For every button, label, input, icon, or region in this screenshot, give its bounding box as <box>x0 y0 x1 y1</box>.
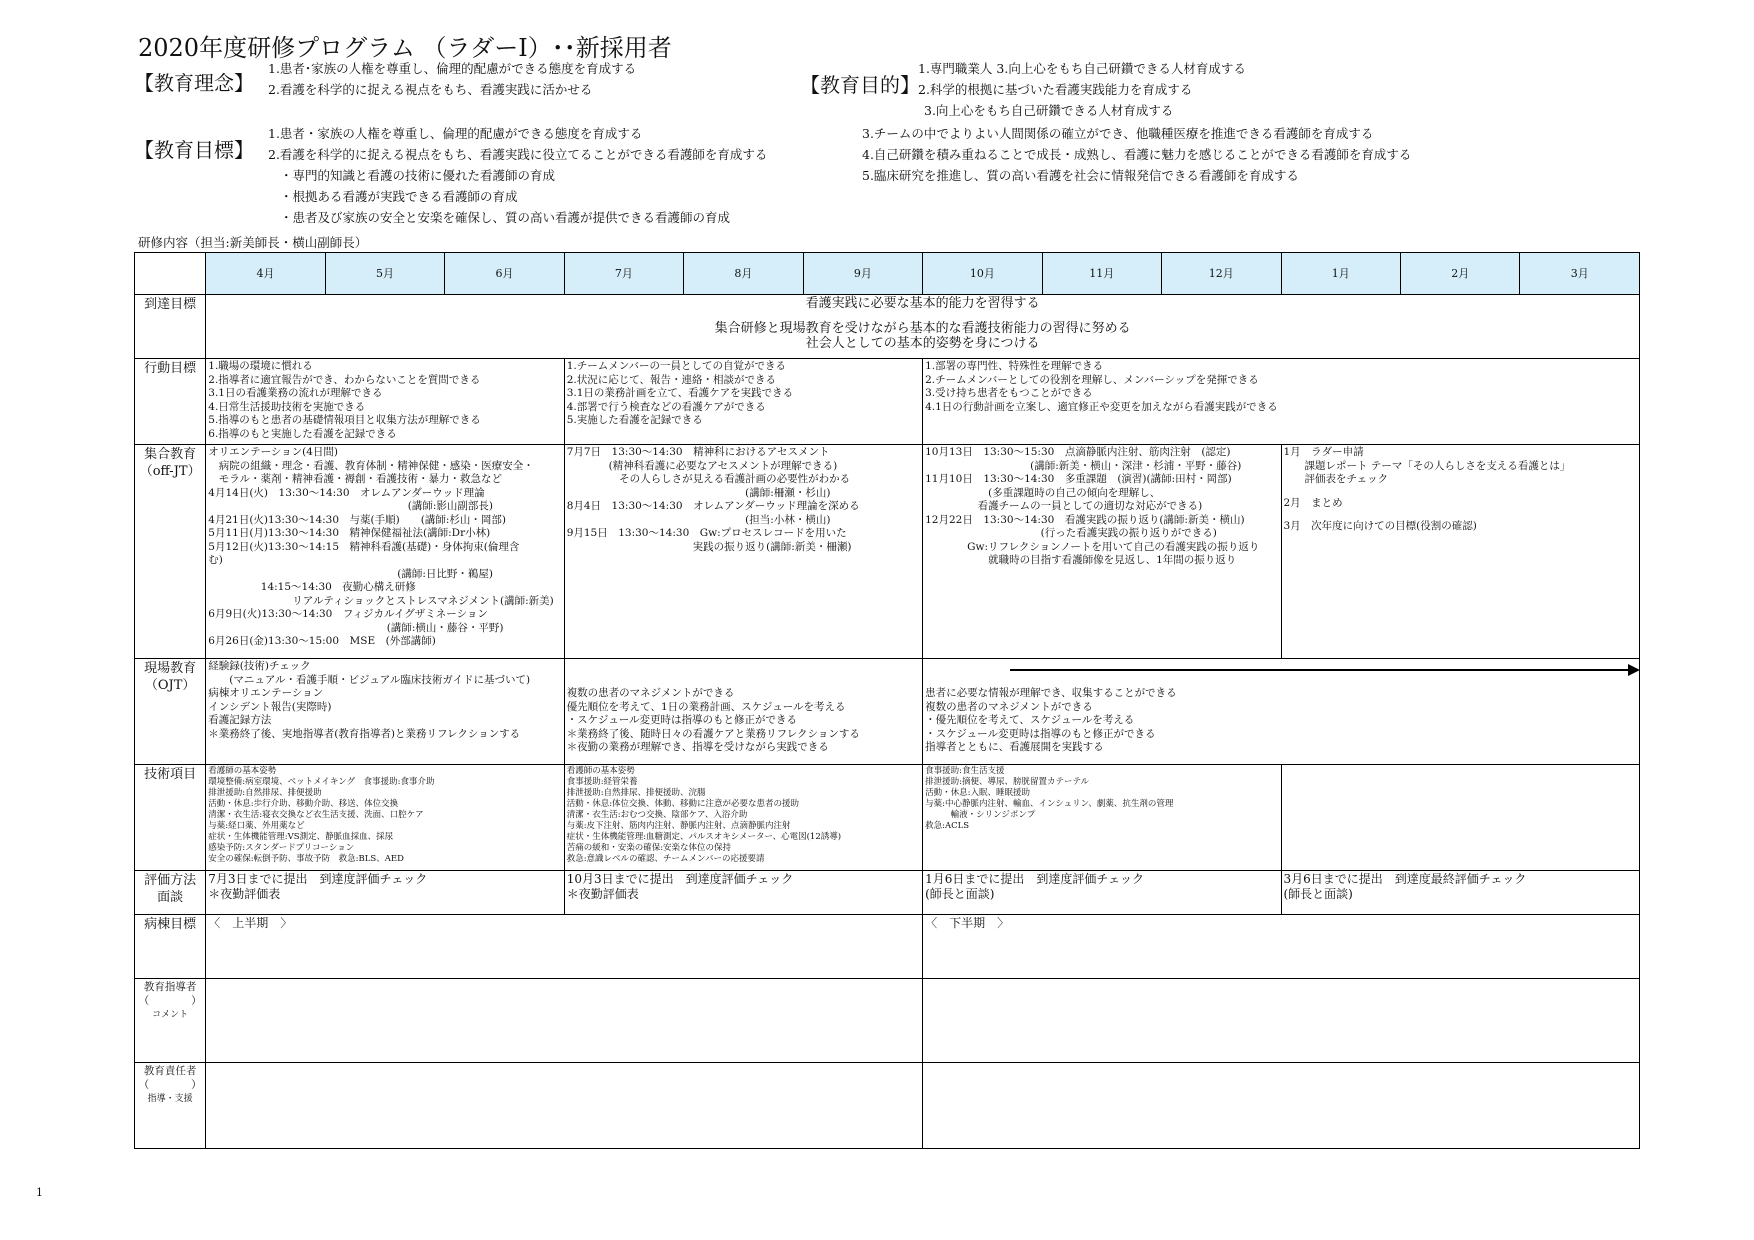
offjt-item: (講師:柵瀬・杉山) <box>566 486 831 499</box>
manager-paren: （ ） <box>138 1079 202 1091</box>
behavior-item: 3.1日の業務計画を立て、看護ケアを実践できる <box>566 387 794 399</box>
purpose-line: 3.向上心をもち自己研鑽できる人材育成する <box>924 103 1174 118</box>
ward-row <box>135 915 1640 979</box>
offjt-q3 <box>923 445 1281 659</box>
goals-left-lines <box>268 123 767 228</box>
skills-item: 食事援助:経管栄養 <box>566 777 638 787</box>
month-cell: 5月 <box>325 253 444 295</box>
offjt-item: 6月9日(火)13:30～14:30 フィジカルイグザミネーション <box>208 608 488 620</box>
ojt-item: 病棟オリエンテーション <box>208 687 324 699</box>
offjt-item: その人らしさが見える看護計画の必要性がわかる <box>566 473 851 485</box>
goal-line: 3.チームの中でよりよい人間関係の確立ができ、他職種医療を推進できる看護師を育成する <box>862 126 1374 141</box>
ward-first-half: 〈 上半期 〉 <box>206 915 923 979</box>
ojt-row <box>135 659 1640 765</box>
offjt-q2 <box>564 445 922 659</box>
behavior-item: 5.実施した看護を記録できる <box>566 414 703 426</box>
skills-item: 排泄援助:自然排尿、排便援助 <box>208 788 322 798</box>
purpose-label: 【教育目的】 <box>800 73 920 97</box>
ojt-item: 優先順位を考えて、1日の業務計画、スケジュールを考える <box>566 700 846 713</box>
offjt-item: 12月22日 13:30～14:30 看護実践の振り返り(講師:新美・横山) <box>925 513 1245 526</box>
offjt-item: 5月12日(火)13:30～14:15 精神科看護(基礎)・身体拘束(倫理含 <box>208 540 520 553</box>
month-cell: 4月 <box>206 253 325 295</box>
ojt-item: 複数の患者のマネジメントができる <box>566 687 735 699</box>
ojt-label-sub: （OJT） <box>144 678 196 693</box>
offjt-item: 評価表をチェック <box>1283 473 1389 485</box>
row-label-evaluation <box>135 871 206 915</box>
row-label-manager <box>135 1063 206 1149</box>
offjt-q4 <box>1281 445 1640 659</box>
row-label-skills: 技術項目 <box>135 765 206 871</box>
behavior-item: 3.受け持ち患者をもつことができる <box>925 387 1093 399</box>
month-cell: 12月 <box>1162 253 1281 295</box>
row-label-instructor <box>135 979 206 1063</box>
skills-item: 清潔・衣生活:おむつ交換、陰部ケア、入浴介助 <box>566 810 748 820</box>
offjt-item: 8月4日 13:30～14:30 オレムアンダーウッド理論を深める <box>566 500 860 512</box>
ojt-item: ＊業務終了後、随時日々の看護ケアと業務リフレクションする <box>566 727 860 740</box>
offjt-item: 就職時の目指す看護師像を見返し、1年間の振り返り <box>925 554 1237 566</box>
offjt-label: 集合教育 <box>144 447 197 462</box>
offjt-item: 4月14日(火) 13:30～14:30 オレムアンダーウッド理論 <box>208 486 485 499</box>
purpose-line: 2.科学的根拠に基づいた看護実践能力を育成する <box>918 82 1193 97</box>
offjt-item: リアルティショックとストレスマネジメント(講師:新美) <box>208 594 554 607</box>
month-cell: 6月 <box>445 253 564 295</box>
month-cell: 1月 <box>1281 253 1400 295</box>
month-cell: 9月 <box>803 253 922 295</box>
offjt-item: む) <box>208 554 223 566</box>
ojt-q3 <box>923 659 1640 765</box>
skills-item: 苦痛の緩和・安楽の確保:安楽な体位の保持 <box>566 843 732 853</box>
skills-item: 感染予防:スタンダードプリコーション <box>208 843 355 853</box>
instructor-row <box>135 979 1640 1063</box>
ward-second-half: 〈 下半期 〉 <box>923 915 1640 979</box>
offjt-q1 <box>206 445 564 659</box>
arrow-right-icon <box>1628 664 1640 676</box>
goal-line: ・根拠ある看護が実践できる看護師の育成 <box>280 189 518 204</box>
target-line: 看護実践に必要な基本的能力を習得する <box>805 296 1040 311</box>
instructor-paren: （ ） <box>138 995 202 1007</box>
offjt-item: 実践の振り返り(講師:新美・柵瀬) <box>566 540 852 553</box>
manager-row <box>135 1063 1640 1149</box>
skills-item: 看護師の基本姿勢 <box>208 766 277 776</box>
row-label-ojt <box>135 659 206 765</box>
skills-item: 排泄援助:摘便、導尿、膀胱留置カテーテル <box>925 777 1090 787</box>
offjt-item: オリエンテーション(4日間) <box>208 446 339 458</box>
offjt-item: モラル・薬剤・精神看護・褥創・看護技術・暴力・救急など <box>208 473 502 485</box>
skills-item: 与薬:経口薬、外用薬など <box>208 821 305 831</box>
behavior-item: 5.指導のもと患者の基礎情報項目と収集方法が理解できる <box>208 414 481 426</box>
page-number: 1 <box>36 1186 43 1199</box>
skills-item: 症状・生体機能管理:VS測定、静脈血採血、採尿 <box>208 832 394 842</box>
skills-item: 食事援助:食生活支援 <box>925 766 1005 776</box>
skills-item: 与薬:中心静脈内注射、輸血、インシュリン、劇薬、抗生剤の管理 <box>925 799 1174 809</box>
evaluation-item: 1月6日までに提出 到達度評価チェック <box>925 872 1145 886</box>
goal-line: 4.自己研鑽を積み重ねることで成長・成熟し、看護に魅力を感じることができる看護師を育成する <box>862 147 1412 162</box>
instructor-label: 教育指導者 <box>143 981 197 993</box>
ojt-continuation-arrow-line <box>1010 669 1630 671</box>
skills-item: 環境整備:病室環境、ベットメイキング 食事援助:食事介助 <box>208 777 435 787</box>
manager-label: 教育責任者 <box>143 1065 197 1077</box>
offjt-item: 1月 ラダー申請 <box>1283 446 1364 458</box>
behavior-item: 2.指導者に適宜報告ができ、わからないことを質問できる <box>208 373 481 386</box>
skills-item: 救急:意識レベルの確認、チームメンバーの応援要請 <box>566 854 765 864</box>
behavior-item: 3.1日の看護業務の流れが理解できる <box>208 387 383 399</box>
ojt-item: ・スケジュール変更時は指導のもと修正ができる <box>566 714 798 726</box>
offjt-item: 病院の組織・理念・看護、教育体制・精神保健・感染・医療安全・ <box>208 459 534 472</box>
skills-item: 救急:ACLS <box>925 821 970 831</box>
month-cell: 8月 <box>684 253 803 295</box>
evaluation-item: (師長と面談) <box>925 887 995 901</box>
goals-label: 【教育目標】 <box>134 138 254 162</box>
evaluation-item: 3月6日までに提出 到達度最終評価チェック <box>1283 872 1527 886</box>
instructor-sub: コメント <box>152 1010 189 1020</box>
month-cell: 10月 <box>923 253 1042 295</box>
row-label-ward: 病棟目標 <box>135 915 206 979</box>
ojt-item: インシデント報告(実際時) <box>208 700 332 713</box>
ojt-item: ・優先順位を考えて、スケジュールを考える <box>925 714 1135 726</box>
row-label-behavior: 行動目標 <box>135 359 206 445</box>
offjt-spacer <box>1284 487 1638 497</box>
month-cell: 2月 <box>1400 253 1519 295</box>
ojt-spacer <box>567 660 920 687</box>
ojt-item: ・スケジュール変更時は指導のもと修正ができる <box>925 727 1156 740</box>
offjt-item: (講師:横山・藤谷・平野) <box>208 621 504 634</box>
offjt-row <box>135 445 1640 659</box>
evaluation-row <box>135 871 1640 915</box>
offjt-item: 7月7日 13:30～14:30 精神科におけるアセスメント <box>566 446 830 458</box>
philosophy-lines <box>268 58 636 100</box>
behavior-item: 1.職場の環境に慣れる <box>208 360 313 372</box>
behavior-row <box>135 359 1640 445</box>
target-cell <box>206 295 1640 359</box>
philosophy-label: 【教育理念】 <box>134 71 254 95</box>
purpose-line: 1.専門職業人 3.向上心をもち自己研鑽できる人材育成する <box>918 61 1246 76</box>
skills-item: 排泄援助:自然排尿、排便援助、浣腸 <box>566 788 706 798</box>
ojt-q2 <box>564 659 922 765</box>
skills-q1 <box>206 765 564 871</box>
ojt-item: 患者に必要な情報が理解でき、収集することができる <box>925 687 1177 699</box>
ojt-spacer <box>925 660 1637 687</box>
behavior-q1 <box>206 359 564 445</box>
goal-line: 2.看護を科学的に捉える視点をもち、看護実践に役立てることができる看護師を育成する <box>268 147 768 162</box>
behavior-item: 1.部署の専門性、特殊性を理解できる <box>925 360 1104 372</box>
ojt-q1 <box>206 659 564 765</box>
row-label-target: 到達目標 <box>135 295 206 359</box>
goal-line: ・患者及び家族の安全と安楽を確保し、質の高い看護が提供できる看護師の育成 <box>280 210 731 225</box>
program-table <box>134 252 1640 1149</box>
behavior-item: 4.部署で行う検査などの看護ケアができる <box>566 400 766 413</box>
ojt-item: ＊夜勤の業務が理解でき、指導を受けながら実践できる <box>566 741 829 753</box>
ojt-item: 看護記録方法 <box>208 714 272 726</box>
month-header-row <box>135 253 1640 295</box>
offjt-item: (講師:影山副部長) <box>208 500 494 512</box>
offjt-item: (講師:日比野・鵜屋) <box>208 567 494 580</box>
goals-right-lines <box>862 123 1411 186</box>
instructor-first-half[interactable] <box>206 979 923 1063</box>
corner-cell <box>135 253 206 295</box>
offjt-item: 14:15～14:30 夜勤心構え研修 <box>208 581 416 593</box>
manager-second-half[interactable] <box>923 1063 1640 1149</box>
evaluation-item: ＊夜勤評価表 <box>208 887 281 901</box>
evaluation-label-sub: 面談 <box>157 890 184 905</box>
offjt-item: 3月 次年度に向けての目標(役割の確認) <box>1283 520 1477 532</box>
behavior-item: 2.状況に応じて、報告・連絡・相談ができる <box>566 373 776 386</box>
offjt-item: Gw:リフレクションノートを用いて自己の看護実践の振り返り <box>925 540 1260 553</box>
skills-item: 活動・休息:体位交換、体動、移動に注意が必要な患者の援助 <box>566 799 800 809</box>
skills-q4 <box>1281 765 1640 871</box>
behavior-item: 1.チームメンバーの一員としての自覚ができる <box>566 360 786 372</box>
target-line: 集合研修と現場教育を受けながら基本的な看護技術能力の習得に努める <box>714 321 1131 336</box>
target-line: 社会人としての基本的姿勢を身につける <box>805 336 1040 351</box>
evaluation-q4 <box>1281 871 1640 915</box>
offjt-item: 10月13日 13:30～15:30 点滴静脈内注射、筋肉注射 (認定) <box>925 446 1231 458</box>
evaluation-item: ＊夜勤評価表 <box>566 887 639 901</box>
skills-q2 <box>564 765 922 871</box>
skills-item: 活動・休息:入眠、睡眠援助 <box>925 788 1030 798</box>
manager-first-half[interactable] <box>206 1063 923 1149</box>
target-spacer <box>208 311 1637 321</box>
offjt-item: (行った看護実践の振り返りができる) <box>925 527 1217 539</box>
skills-item: 安全の確保:転倒予防、事故予防 救急:BLS、AED <box>208 854 404 864</box>
skills-item: 活動・休息:歩行介助、移動介助、移送、体位交換 <box>208 799 399 809</box>
ojt-item: (マニュアル・看護手順・ビジュアル臨床技術ガイドに基づいて) <box>208 673 531 686</box>
behavior-q2 <box>564 359 922 445</box>
offjt-item: 9月15日 13:30～14:30 Gw:プロセスレコードを用いた <box>566 527 847 539</box>
behavior-q3 <box>923 359 1640 445</box>
behavior-item: 4.1日の行動計画を立案し、適宜修正や変更を加えながら看護実践ができる <box>925 400 1278 413</box>
offjt-item: (講師:新美・横山・深津・杉浦・平野・藤谷) <box>925 459 1242 472</box>
ojt-item: ＊業務終了後、実地指導者(教育指導者)と業務リフレクションする <box>208 727 521 740</box>
target-row <box>135 295 1640 359</box>
instructor-second-half[interactable] <box>923 979 1640 1063</box>
ojt-item: 複数の患者のマネジメントができる <box>925 700 1093 713</box>
behavior-item: 4.日常生活援助技術を実施できる <box>208 400 366 413</box>
goal-line: 1.患者・家族の人権を尊重し、倫理的配慮ができる態度を育成する <box>268 126 643 141</box>
skills-item: 与薬:皮下注射、筋肉内注射、静脈内注射、点滴静脈内注射 <box>566 821 791 831</box>
goal-line: 5.臨床研究を推進し、質の高い看護を社会に情報発信できる看護師を育成する <box>862 168 1299 183</box>
offjt-item: (多重課題時の自己の傾向を理解し、 <box>925 486 1161 499</box>
row-label-offjt <box>135 445 206 659</box>
offjt-item: 6月26日(金)13:30～15:00 MSE (外部講師) <box>208 635 436 647</box>
offjt-item: 課題レポート テーマ「その人らしさを支える看護とは」 <box>1283 459 1571 472</box>
offjt-item: 2月 まとめ <box>1283 496 1343 509</box>
philosophy-line: 2.看護を科学的に捉える視点をもち、看護実践に活かせる <box>268 82 593 97</box>
evaluation-q2 <box>564 871 922 915</box>
behavior-item: 6.指導のもと実施した看護を記録できる <box>208 427 397 440</box>
evaluation-item: 7月3日までに提出 到達度評価チェック <box>208 872 428 886</box>
skills-item: 看護師の基本姿勢 <box>566 766 635 776</box>
offjt-label-sub: （off-JT） <box>139 464 201 479</box>
offjt-item: (精神科看護に必要なアセスメントが理解できる) <box>566 459 838 472</box>
skills-item: 輸液・シリンジポンプ <box>925 810 1036 820</box>
goal-line: ・専門的知識と看護の技術に優れた看護師の育成 <box>280 168 556 183</box>
offjt-item: (担当:小林・横山) <box>566 513 831 526</box>
month-cell: 11月 <box>1042 253 1161 295</box>
month-cell: 7月 <box>564 253 683 295</box>
ojt-item: 経験録(技術)チェック <box>208 660 311 672</box>
purpose-lines <box>918 58 1246 121</box>
evaluation-q1 <box>206 871 564 915</box>
behavior-item: 2.チームメンバーとしての役割を理解し、メンバーシップを発揮できる <box>925 373 1259 386</box>
month-cell: 3月 <box>1520 253 1640 295</box>
skills-row <box>135 765 1640 871</box>
evaluation-item: 10月3日までに提出 到達度評価チェック <box>566 872 794 886</box>
skills-item: 症状・生体機能管理:血糖測定、パルスオキシメーター、心電図(12誘導) <box>566 832 842 842</box>
offjt-item: 5月11日(月)13:30～14:30 精神保健福祉法(講師:Dr小林) <box>208 527 491 539</box>
offjt-item: 11月10日 13:30～14:30 多重課題 (演習)(講師:田村・岡部) <box>925 473 1232 485</box>
evaluation-q3 <box>923 871 1281 915</box>
offjt-item: 看護チームの一員としての適切な対応ができる) <box>925 500 1203 512</box>
ojt-item: 指導者とともに、看護展開を実践する <box>925 741 1104 753</box>
skills-q3 <box>923 765 1281 871</box>
offjt-item: 4月21日(火)13:30～14:30 与薬(手順) (講師:杉山・岡部) <box>208 513 506 526</box>
offjt-spacer <box>1284 510 1638 520</box>
skills-item: 清潔・衣生活:寝衣交換など衣生活支援、洗面、口腔ケア <box>208 810 424 820</box>
manager-sub: 指導・支援 <box>147 1094 193 1104</box>
training-caption: 研修内容（担当:新美師長・横山副師長） <box>138 235 368 250</box>
philosophy-line: 1.患者･家族の人権を尊重し、倫理的配慮ができる態度を育成する <box>268 61 637 76</box>
page-title: 2020年度研修プログラム （ラダーⅠ）･･新採用者 <box>138 34 672 62</box>
evaluation-label: 評価方法 <box>144 873 197 888</box>
ojt-label: 現場教育 <box>144 661 197 676</box>
evaluation-item: (師長と面談) <box>1283 887 1353 901</box>
